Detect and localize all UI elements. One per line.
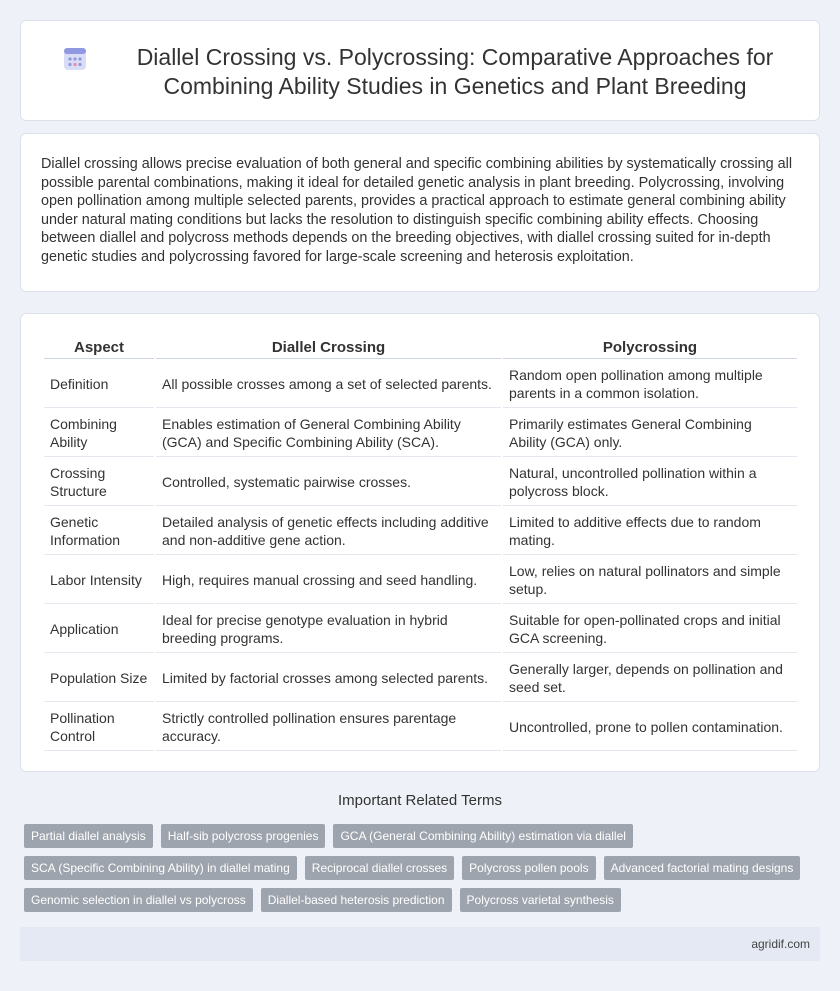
diallel-cell: Limited by factorial crosses among selected parents. (156, 655, 501, 702)
diallel-cell: Enables estimation of General Combining Ability (GCA) and Specific Combining Ability (SCA). (156, 410, 501, 457)
related-term-tag[interactable]: Partial diallel analysis (24, 824, 153, 848)
table-row (44, 459, 797, 506)
related-term-tag[interactable]: Diallel-based heterosis prediction (261, 888, 452, 912)
aspect-cell: Labor Intensity (44, 557, 154, 604)
tag-row (24, 856, 824, 880)
intro-card (20, 133, 820, 292)
diallel-cell: Controlled, systematic pairwise crosses. (156, 459, 501, 506)
table-row (44, 410, 797, 457)
footer (20, 927, 820, 961)
polycross-cell: Suitable for open-pollinated crops and initial GCA screening. (503, 606, 797, 653)
related-term-tag[interactable]: GCA (General Combining Ability) estimation via diallel (333, 824, 632, 848)
aspect-cell: Combining Ability (44, 410, 154, 457)
comparison-table (42, 333, 799, 753)
intro-paragraph: Diallel crossing allows precise evaluation of both general and specific combining abilities by systematically crossing all possible parental combinations, making it ideal for detailed genetic analysis in plant breeding. Polycrossing, involving open pollination among multiple selected parents, provides a practical approach to estimate general combining ability under natural mating conditions but lacks the resolution to distinguish specific combining ability effects. Choosing between diallel and polycross methods depends on the breeding objectives, with diallel crossing suited for in-depth genetic studies and polycrossing favored for large-scale screening and heterosis exploitation. (41, 156, 793, 265)
table-row (44, 361, 797, 408)
diallel-cell: Ideal for precise genotype evaluation in hybrid breeding programs. (156, 606, 501, 653)
related-term-tag[interactable]: Polycross pollen pools (462, 856, 595, 880)
header-card (20, 20, 820, 121)
related-term-tag[interactable]: Advanced factorial mating designs (604, 856, 801, 880)
footer-site-link[interactable]: agridif.com (751, 937, 810, 951)
related-terms-tags (24, 824, 824, 920)
aspect-cell: Pollination Control (44, 704, 154, 751)
aspect-cell: Application (44, 606, 154, 653)
table-row (44, 508, 797, 555)
diallel-cell: Detailed analysis of genetic effects including additive and non-additive gene action. (156, 508, 501, 555)
column-header-aspect: Aspect (44, 335, 154, 359)
title-wrap (61, 43, 801, 101)
related-term-tag[interactable]: Genomic selection in diallel vs polycross (24, 888, 253, 912)
aspect-cell: Population Size (44, 655, 154, 702)
related-terms-title: Important Related Terms (338, 792, 502, 809)
comparison-table-card (20, 313, 820, 772)
polycross-cell: Uncontrolled, prone to pollen contamination. (503, 704, 797, 751)
column-header-diallel: Diallel Crossing (156, 335, 501, 359)
table-row (44, 655, 797, 702)
polycross-cell: Generally larger, depends on pollination and seed set. (503, 655, 797, 702)
table-row (44, 704, 797, 751)
page-title: Diallel Crossing vs. Polycrossing: Comparative Approaches for Combining Ability Studies in Genetics and Plant Breeding (136, 44, 774, 99)
polycross-cell: Random open pollination among multiple parents in a common isolation. (503, 361, 797, 408)
polycross-cell: Limited to additive effects due to random mating. (503, 508, 797, 555)
polycross-cell: Natural, uncontrolled pollination within a polycross block. (503, 459, 797, 506)
polycross-cell: Primarily estimates General Combining Ability (GCA) only. (503, 410, 797, 457)
tag-row (24, 888, 824, 912)
diallel-cell: All possible crosses among a set of selected parents. (156, 361, 501, 408)
polycross-cell: Low, relies on natural pollinators and simple setup. (503, 557, 797, 604)
column-header-polycross: Polycrossing (503, 335, 797, 359)
related-term-tag[interactable]: Half-sib polycross progenies (161, 824, 326, 848)
related-term-tag[interactable]: Reciprocal diallel crosses (305, 856, 454, 880)
aspect-cell: Crossing Structure (44, 459, 154, 506)
table-row (44, 606, 797, 653)
related-term-tag[interactable]: Polycross varietal synthesis (460, 888, 621, 912)
diallel-cell: High, requires manual crossing and seed handling. (156, 557, 501, 604)
diallel-cell: Strictly controlled pollination ensures parentage accuracy. (156, 704, 501, 751)
related-term-tag[interactable]: SCA (Specific Combining Ability) in diallel mating (24, 856, 297, 880)
aspect-cell: Genetic Information (44, 508, 154, 555)
document-grid-icon (61, 45, 89, 73)
table-row (44, 557, 797, 604)
tag-row (24, 824, 824, 848)
aspect-cell: Definition (44, 361, 154, 408)
table-header-row (44, 335, 797, 359)
